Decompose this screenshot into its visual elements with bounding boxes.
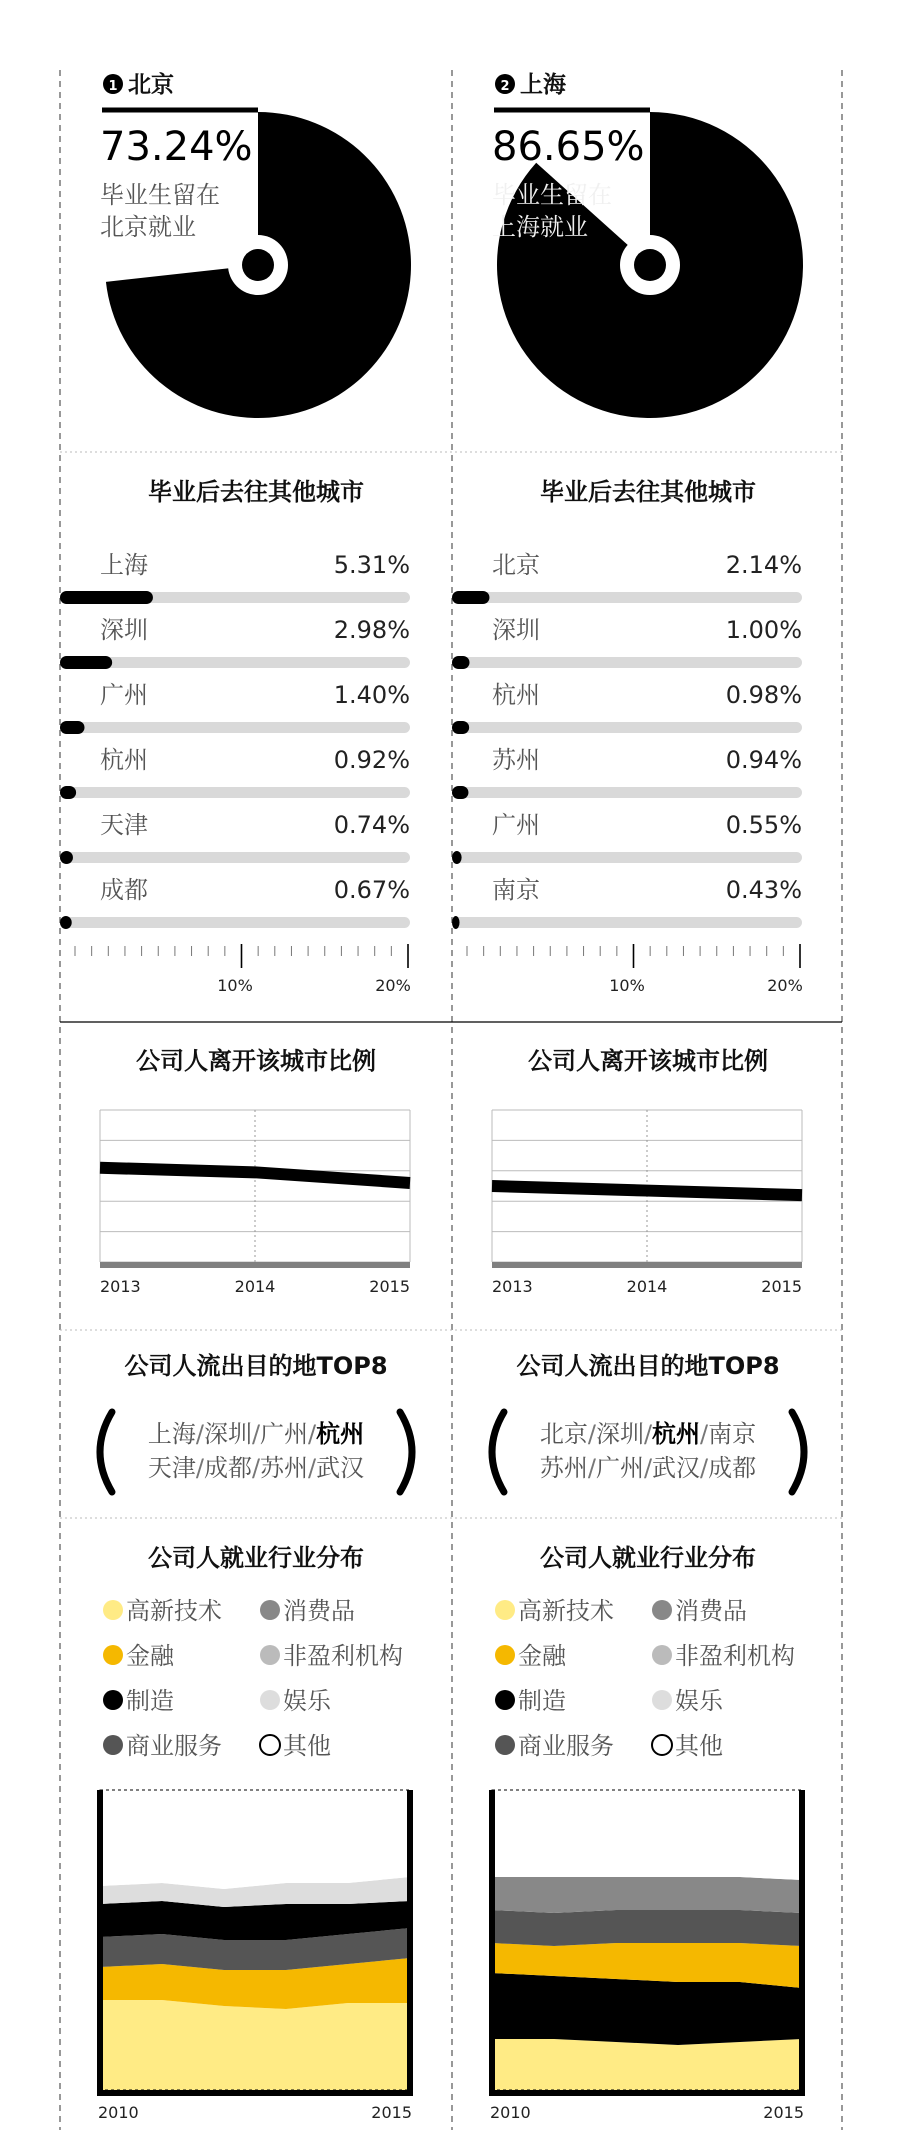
leave-x-tick-label: 2015 (369, 1277, 410, 1296)
legend-label: 非盈利机构 (283, 1642, 403, 1670)
top8-city: 广州 (595, 1454, 644, 1482)
top8-right-paren (792, 1412, 804, 1492)
top8-separator: / (700, 1420, 709, 1448)
top8-line (148, 1454, 364, 1482)
city-bar-track (452, 592, 802, 603)
top8-separator: / (308, 1420, 317, 1448)
city-bar-track (60, 657, 410, 668)
scale-label: 10% (609, 976, 645, 995)
city-bar-track (452, 852, 802, 863)
leave-x-tick-label: 2014 (626, 1277, 668, 1296)
city-bar-label: 成都 (100, 876, 148, 904)
retention-label-line: 上海就业 (492, 213, 588, 241)
city-bar-value: 1.00% (725, 616, 802, 644)
city-name: 上海 (520, 72, 566, 98)
top8-separator: / (195, 1420, 204, 1448)
scale-label: 20% (767, 976, 803, 995)
top8-city: 杭州 (316, 1420, 365, 1448)
retention-label-line: 毕业生留在 (492, 181, 612, 209)
top8-title: 公司人流出目的地TOP8 (516, 1352, 780, 1380)
retention-ring-inner (634, 249, 666, 281)
city-bar-label: 苏州 (492, 746, 540, 774)
city-name: 北京 (128, 72, 174, 98)
top8-city: 深圳 (203, 1420, 252, 1448)
legend-label: 商业服务 (518, 1732, 614, 1760)
city-bar-row (60, 876, 410, 929)
legend-label: 消费品 (283, 1597, 355, 1625)
legend-label: 制造 (518, 1687, 566, 1715)
top8-city: 杭州 (652, 1420, 701, 1448)
legend-swatch (652, 1690, 672, 1710)
leave-line-chart (100, 1110, 410, 1296)
city-bar-fill (452, 916, 460, 929)
area-layer-其他 (100, 1790, 410, 1889)
city-bar-label: 广州 (100, 681, 148, 709)
city-bar-value: 0.43% (725, 876, 802, 904)
retention-value: 73.24% (100, 124, 253, 170)
legend-swatch (260, 1600, 280, 1620)
top8-left-paren (492, 1412, 504, 1492)
top8-left-paren (100, 1412, 112, 1492)
city-bar-value: 2.14% (725, 551, 802, 579)
top8-city: 南京 (708, 1420, 757, 1448)
top8-city: 苏州 (260, 1454, 309, 1482)
industry-title: 公司人就业行业分布 (148, 1544, 364, 1572)
city-bar-fill (60, 851, 73, 864)
top8-line (540, 1420, 756, 1448)
city-bar-row (60, 616, 410, 669)
top8-city: 上海 (147, 1420, 196, 1448)
bar-scale (75, 944, 411, 995)
city-bar-track (60, 917, 410, 928)
other-cities-title: 毕业后去往其他城市 (148, 478, 364, 506)
area-frame-bottom (489, 2090, 805, 2096)
area-frame-left (97, 1790, 103, 2093)
city-bar-label: 杭州 (100, 746, 148, 774)
top8-separator: / (251, 1420, 261, 1448)
top8-list (100, 1412, 412, 1492)
legend-swatch (103, 1600, 123, 1620)
city-bar-value: 0.98% (725, 681, 802, 709)
legend-swatch (260, 1690, 280, 1710)
leave-x-tick-label: 2013 (100, 1277, 141, 1296)
legend-label: 其他 (675, 1732, 723, 1760)
top8-title: 公司人流出目的地TOP8 (124, 1352, 388, 1380)
legend-label: 消费品 (675, 1597, 747, 1625)
other-cities-title: 毕业后去往其他城市 (540, 478, 756, 506)
legend-swatch (495, 1645, 515, 1665)
city-bar-label: 广州 (492, 811, 540, 839)
leave-x-tick-label: 2014 (234, 1277, 276, 1296)
retention-value: 86.65% (492, 124, 645, 170)
city-bar-value: 0.92% (333, 746, 410, 774)
top8-list (492, 1412, 804, 1492)
city-bar-value: 2.98% (333, 616, 410, 644)
legend-label: 制造 (126, 1687, 174, 1715)
city-bar-value: 5.31% (333, 551, 410, 579)
city-bar-row (60, 811, 410, 864)
city-bar-track (60, 852, 410, 863)
industry-area-chart (489, 1790, 805, 2122)
top8-separator: / (308, 1454, 317, 1482)
legend-label: 金融 (518, 1642, 566, 1670)
top8-city: 武汉 (652, 1454, 701, 1482)
city-bar-fill (452, 591, 489, 604)
area-layer-商业服务 (492, 1910, 802, 1946)
top8-city: 成都 (708, 1454, 757, 1482)
city-bar-fill (60, 591, 153, 604)
city-bar-row (452, 811, 802, 864)
legend-swatch (260, 1735, 280, 1755)
legend-label: 高新技术 (126, 1597, 222, 1625)
leave-x-tick-label: 2015 (761, 1277, 802, 1296)
legend-label: 高新技术 (518, 1597, 614, 1625)
legend-swatch (652, 1645, 672, 1665)
city-badge-number: 2 (500, 79, 510, 94)
city-bar-track (452, 917, 802, 928)
leave-baseline (100, 1262, 410, 1268)
legend-swatch (652, 1600, 672, 1620)
column-2 (452, 71, 805, 2122)
leave-series-line (492, 1186, 802, 1195)
city-bar-row (452, 551, 802, 604)
area-frame-bottom (97, 2090, 413, 2096)
city-bar-value: 0.55% (725, 811, 802, 839)
legend-swatch (103, 1735, 123, 1755)
area-x-tick-label: 2015 (371, 2103, 412, 2122)
top8-separator: / (587, 1420, 596, 1448)
top8-separator: / (587, 1454, 596, 1482)
legend-swatch (103, 1690, 123, 1710)
city-bar-label: 深圳 (492, 616, 540, 644)
city-bar-fill (452, 851, 462, 864)
city-bar-fill (452, 786, 468, 799)
legend-label: 其他 (283, 1732, 331, 1760)
legend-swatch (495, 1600, 515, 1620)
top8-separator: / (643, 1454, 653, 1482)
area-x-tick-label: 2015 (763, 2103, 804, 2122)
top8-city: 苏州 (539, 1454, 588, 1482)
city-bar-fill (452, 656, 470, 669)
industry-legend (495, 1597, 795, 1760)
city-bar-value: 0.67% (333, 876, 410, 904)
industry-title: 公司人就业行业分布 (540, 1544, 756, 1572)
area-frame-right (407, 1790, 413, 2093)
city-bar-row (452, 876, 802, 929)
bar-scale (467, 944, 803, 995)
top8-city: 深圳 (595, 1420, 644, 1448)
area-layer-消费品 (492, 1877, 802, 1913)
area-frame-right (799, 1790, 805, 2093)
top8-separator: / (251, 1454, 261, 1482)
leave-title: 公司人离开该城市比例 (136, 1047, 376, 1075)
area-layer-高新技术 (492, 2039, 802, 2090)
scale-label: 10% (217, 976, 253, 995)
city-bar-row (60, 681, 410, 734)
legend-label: 娱乐 (675, 1687, 723, 1715)
top8-city: 成都 (203, 1454, 252, 1482)
top8-separator: / (700, 1454, 709, 1482)
city-bar-row (60, 551, 410, 604)
city-bar-fill (60, 916, 72, 929)
legend-label: 非盈利机构 (675, 1642, 795, 1670)
scale-label: 20% (375, 976, 411, 995)
legend-swatch (260, 1645, 280, 1665)
retention-ring-inner (242, 249, 274, 281)
legend-swatch (495, 1690, 515, 1710)
leave-baseline (492, 1262, 802, 1268)
city-bar-label: 杭州 (492, 681, 540, 709)
area-x-tick-label: 2010 (490, 2103, 531, 2122)
city-badge-number: 1 (108, 79, 118, 94)
city-bar-track (60, 722, 410, 733)
top8-city: 北京 (539, 1420, 588, 1448)
top8-separator: / (643, 1420, 653, 1448)
city-bar-fill (60, 721, 85, 734)
top8-city: 广州 (260, 1420, 309, 1448)
area-frame-left (489, 1790, 495, 2093)
city-bar-row (452, 681, 802, 734)
city-bar-value: 0.74% (333, 811, 410, 839)
city-bar-label: 天津 (100, 811, 148, 839)
column-1 (60, 71, 413, 2122)
city-bar-label: 上海 (100, 551, 148, 579)
city-bar-value: 0.94% (725, 746, 802, 774)
area-layer-其他 (492, 1790, 802, 1880)
city-bar-fill (60, 656, 112, 669)
city-bar-track (452, 787, 802, 798)
industry-legend (103, 1597, 403, 1760)
legend-label: 商业服务 (126, 1732, 222, 1760)
area-x-tick-label: 2010 (98, 2103, 139, 2122)
area-layer-制造 (492, 1973, 802, 2045)
legend-swatch (495, 1735, 515, 1755)
top8-line (148, 1420, 364, 1448)
city-bar-row (452, 616, 802, 669)
city-bar-label: 深圳 (100, 616, 148, 644)
legend-label: 金融 (126, 1642, 174, 1670)
city-bar-fill (60, 786, 76, 799)
top8-city: 天津 (147, 1454, 196, 1482)
city-bar-row (452, 746, 802, 799)
city-bar-label: 南京 (492, 876, 540, 904)
city-bar-track (60, 787, 410, 798)
leave-title: 公司人离开该城市比例 (528, 1047, 768, 1075)
area-layer-高新技术 (100, 2000, 410, 2090)
legend-swatch (652, 1735, 672, 1755)
legend-swatch (103, 1645, 123, 1665)
city-bar-track (452, 722, 802, 733)
top8-city: 武汉 (316, 1454, 365, 1482)
leave-line-chart (492, 1110, 802, 1296)
industry-area-chart (97, 1790, 413, 2122)
city-bar-track (452, 657, 802, 668)
top8-line (540, 1454, 756, 1482)
city-bar-row (60, 746, 410, 799)
retention-label-line: 北京就业 (100, 213, 196, 241)
city-bar-label: 北京 (492, 551, 540, 579)
leave-x-tick-label: 2013 (492, 1277, 533, 1296)
top8-separator: / (195, 1454, 204, 1482)
legend-label: 娱乐 (283, 1687, 331, 1715)
top8-right-paren (400, 1412, 412, 1492)
city-bar-value: 1.40% (333, 681, 410, 709)
retention-label-line: 毕业生留在 (100, 181, 220, 209)
city-bar-fill (452, 721, 469, 734)
